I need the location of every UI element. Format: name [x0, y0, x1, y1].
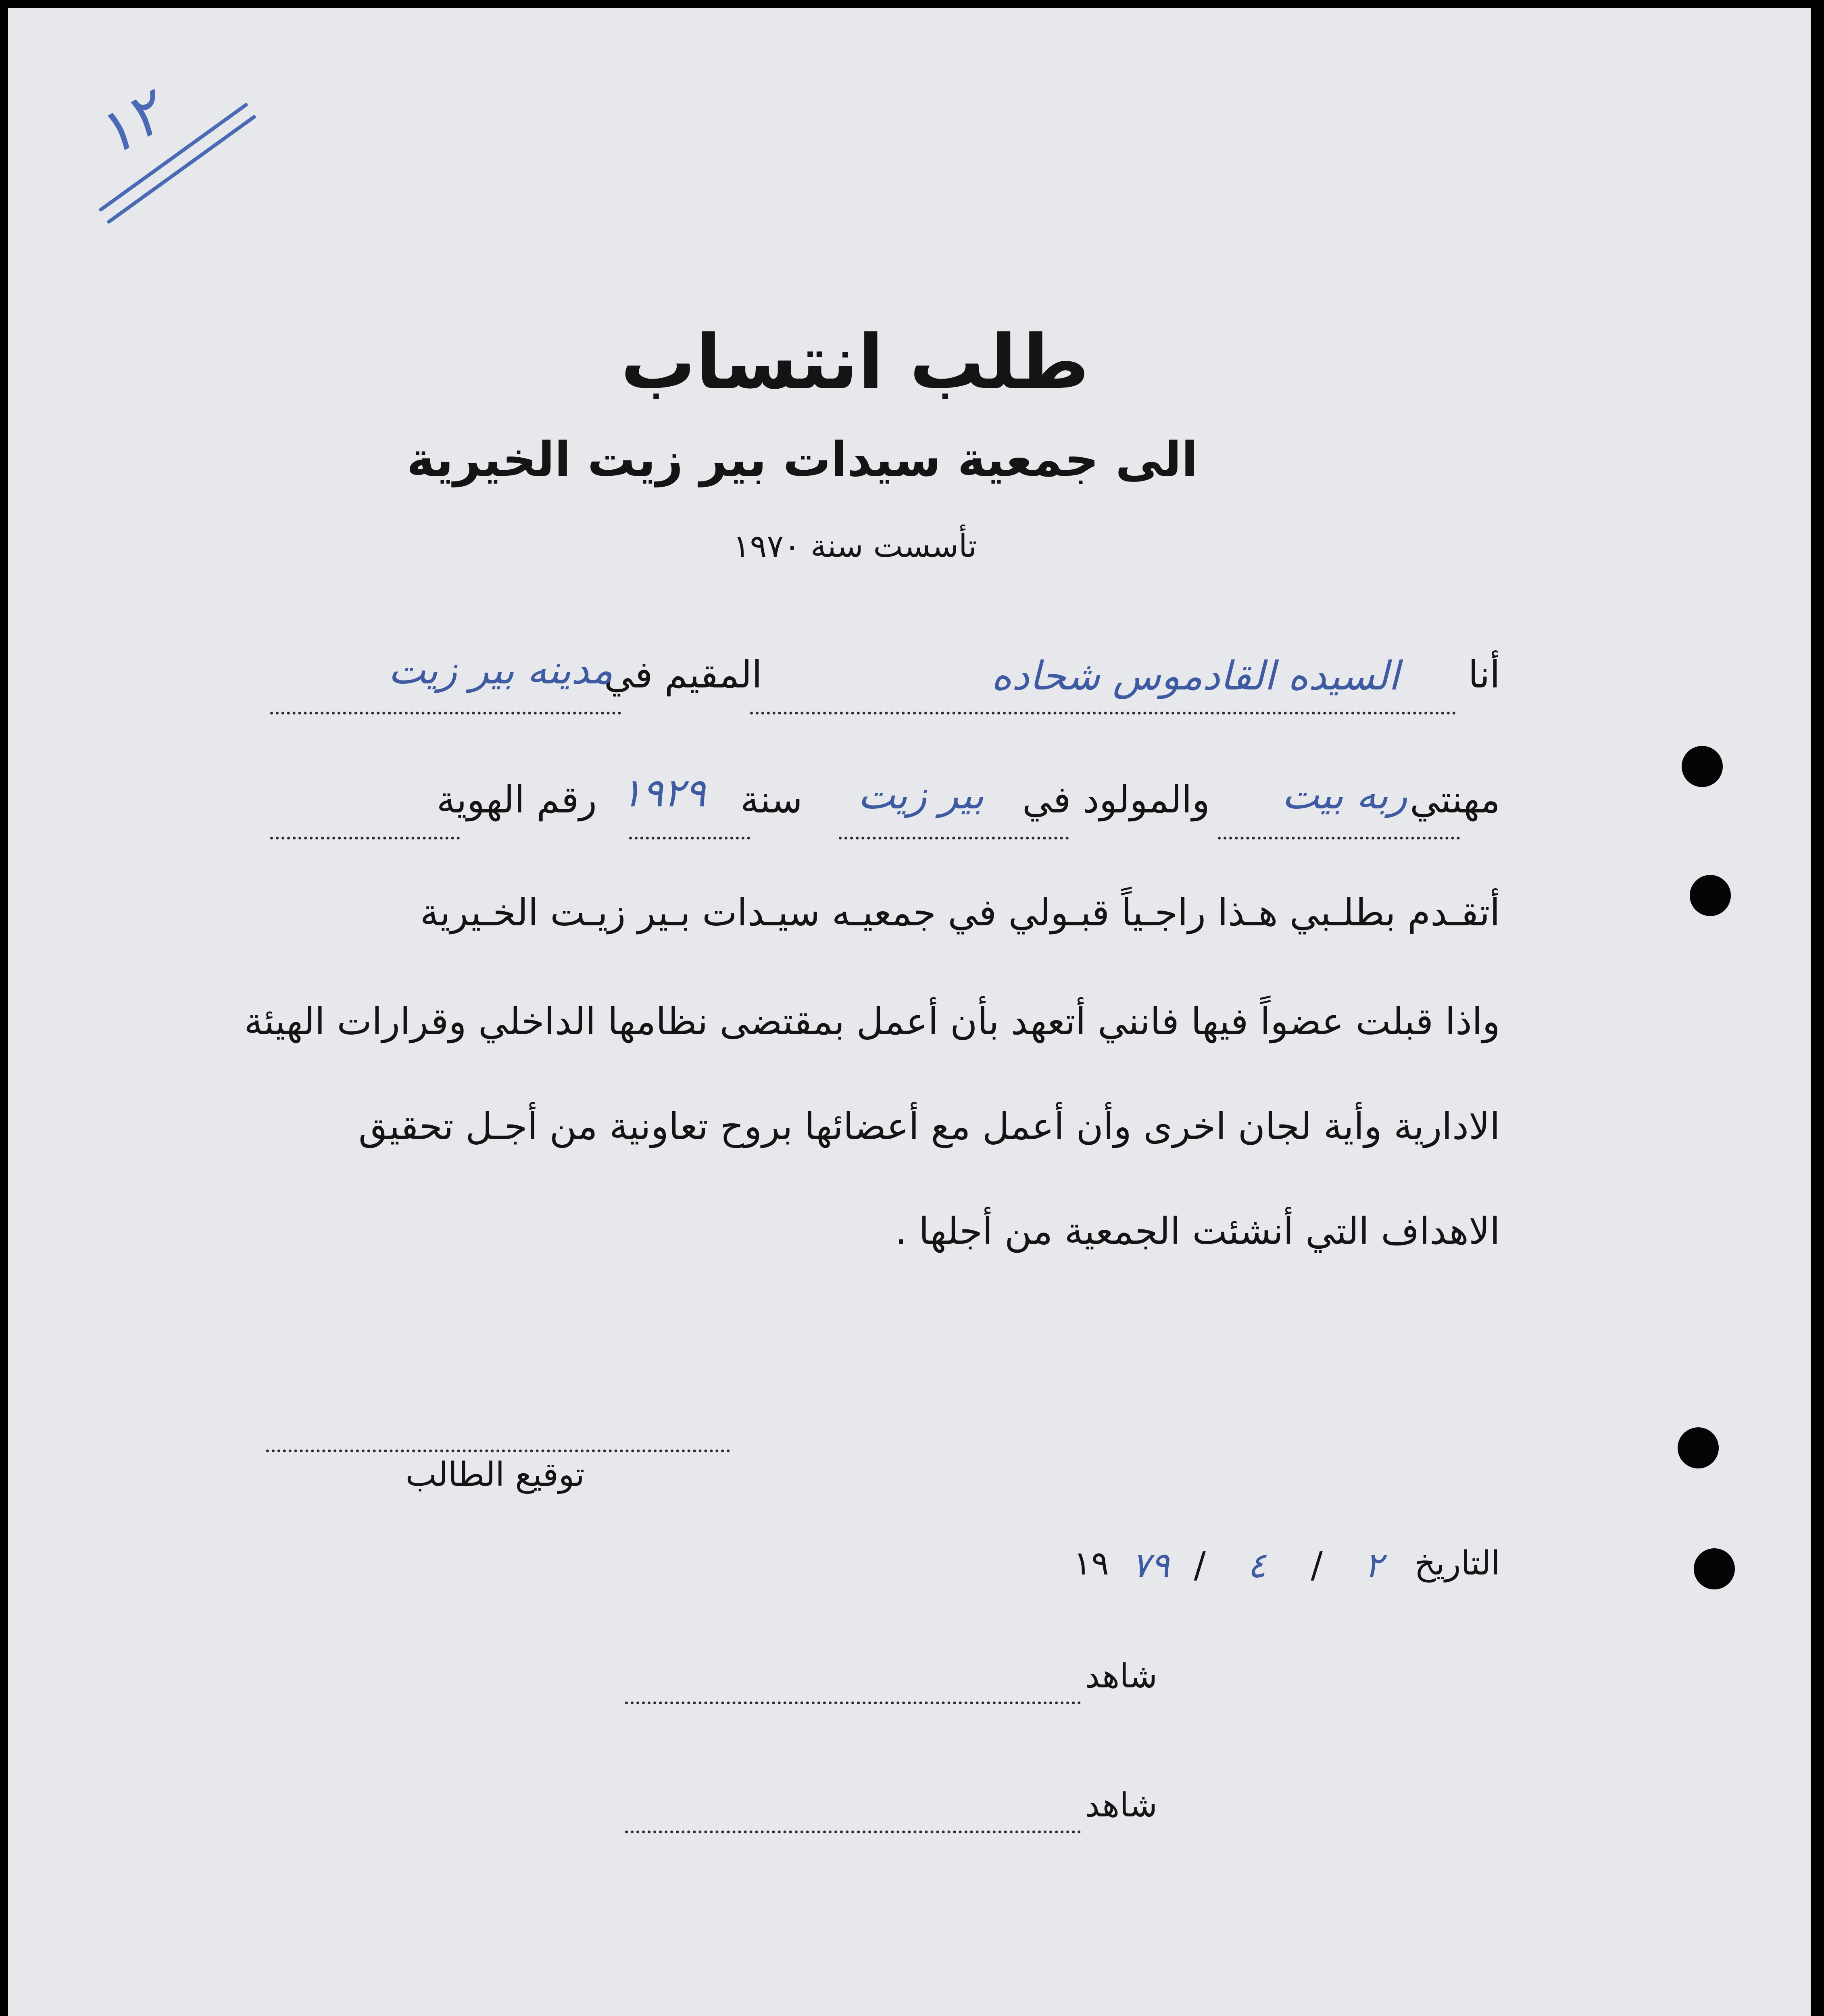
date-separator-1: / — [1311, 1544, 1323, 1586]
birthplace-field-value[interactable]: بير زيت — [858, 772, 984, 818]
pledge-line-4: الاهداف التي أنشئت الجمعية من أجلها . — [895, 1210, 1500, 1253]
date-label: التاريخ — [1414, 1544, 1500, 1583]
witness-label-1: شاهد — [1085, 1657, 1157, 1695]
date-month[interactable]: ٤ — [1247, 1544, 1266, 1586]
binder-hole-2 — [1690, 875, 1731, 916]
date-day[interactable]: ٢ — [1364, 1544, 1383, 1586]
residence-field-value[interactable]: مدينه بير زيت — [388, 647, 613, 693]
application-form-page — [8, 8, 1811, 2016]
occupation-field-line — [1218, 837, 1460, 839]
witness-line-1 — [625, 1702, 1081, 1704]
pledge-line-2: واذا قبلت عضواً فيها فانني أتعهد بأن أعمل بمقتضى نظامها الداخلي وقرارات الهيئة — [244, 1000, 1500, 1043]
label-resident-in: المقيم في — [604, 653, 762, 696]
signature-line — [266, 1450, 730, 1452]
pledge-line-1: أتقـدم بطلـبي هـذا راجـياً قبـولي في جمعيـه سيـدات بـير زيـت الخـيرية — [420, 891, 1500, 934]
binder-hole-4 — [1694, 1548, 1735, 1589]
name-field-line — [750, 712, 1456, 714]
year-field-line — [629, 837, 750, 839]
date-year-prefix: ١٩ — [1073, 1544, 1109, 1583]
residence-field-line — [270, 712, 621, 714]
pledge-line-3: الادارية وأية لجان اخرى وأن أعمل مع أعضائها بروح تعاونية من أجـل تحقيق — [358, 1105, 1500, 1148]
label-i-am: أنا — [1468, 653, 1500, 696]
form-title: طلب انتساب — [620, 319, 1090, 406]
binder-hole-3 — [1678, 1427, 1719, 1468]
date-year-suffix[interactable]: ٧٩ — [1131, 1544, 1169, 1586]
founded-line: تأسست سنة ١٩٧٠ — [733, 528, 977, 564]
birthplace-field-line — [839, 837, 1069, 839]
signature-label: توقيع الطالب — [405, 1456, 585, 1494]
name-field-value[interactable]: السيده القادموس شحاده — [991, 653, 1399, 699]
label-born-in: والمولود في — [1022, 778, 1210, 821]
margin-note-number: ١٢ — [83, 77, 175, 171]
margin-note — [83, 77, 266, 226]
id-field-line — [270, 837, 460, 839]
witness-label-2: شاهد — [1085, 1786, 1157, 1824]
form-subtitle: الى جمعية سيدات بير زيت الخيرية — [406, 431, 1198, 487]
witness-line-2 — [625, 1831, 1081, 1833]
year-field-value[interactable]: ١٩٢٩ — [621, 770, 706, 816]
label-id-number: رقم الهوية — [436, 778, 597, 821]
binder-hole-1 — [1682, 746, 1723, 787]
occupation-field-value[interactable]: ربه بيت — [1282, 772, 1407, 818]
date-separator-2: / — [1194, 1544, 1206, 1586]
label-year: سنة — [740, 778, 803, 821]
label-occupation: مهنتي — [1410, 778, 1500, 821]
